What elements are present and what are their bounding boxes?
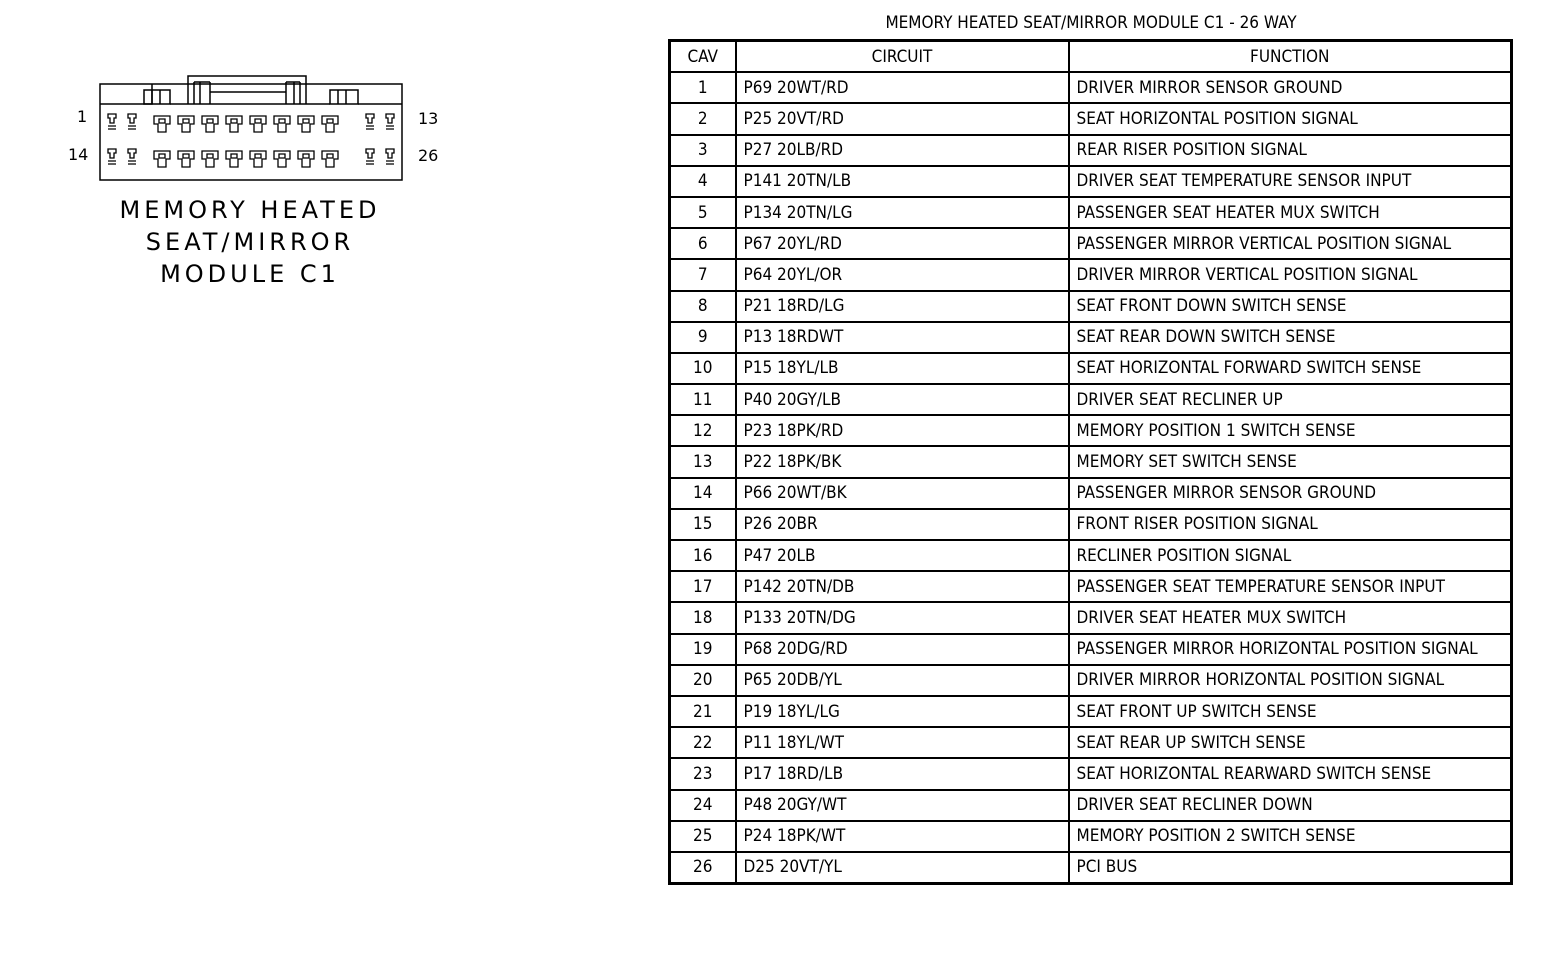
function-cell: SEAT REAR UP SWITCH SENSE bbox=[1069, 727, 1512, 758]
circuit-cell: P25 20VT/RD bbox=[736, 103, 1069, 134]
circuit-cell: P13 18RDWT bbox=[736, 322, 1069, 353]
table-row bbox=[670, 509, 1512, 540]
cav-cell: 8 bbox=[670, 291, 736, 322]
terminal-cavity-large bbox=[250, 116, 266, 132]
cav-cell: 15 bbox=[670, 509, 736, 540]
cav-cell: 5 bbox=[670, 197, 736, 228]
circuit-cell: P65 20DB/YL bbox=[736, 665, 1069, 696]
terminal-cavity-small bbox=[108, 114, 116, 129]
cav-cell: 18 bbox=[670, 602, 736, 633]
circuit-cell: P141 20TN/LB bbox=[736, 166, 1069, 197]
connector-diagram bbox=[60, 70, 460, 310]
function-cell: PASSENGER SEAT HEATER MUX SWITCH bbox=[1069, 197, 1512, 228]
cav-cell: 14 bbox=[670, 478, 736, 509]
table-row bbox=[670, 758, 1512, 789]
cav-cell: 20 bbox=[670, 665, 736, 696]
function-cell: MEMORY POSITION 2 SWITCH SENSE bbox=[1069, 821, 1512, 852]
terminal-cavity-large bbox=[274, 116, 290, 132]
function-cell: DRIVER SEAT RECLINER UP bbox=[1069, 384, 1512, 415]
circuit-cell: P66 20WT/BK bbox=[736, 478, 1069, 509]
table-row bbox=[670, 197, 1512, 228]
table-row bbox=[670, 665, 1512, 696]
circuit-cell: P24 18PK/WT bbox=[736, 821, 1069, 852]
table-row bbox=[670, 602, 1512, 633]
function-cell: MEMORY SET SWITCH SENSE bbox=[1069, 446, 1512, 477]
terminal-cavity-small bbox=[128, 114, 136, 129]
header-circuit: CIRCUIT bbox=[736, 41, 1069, 73]
pin-label-1: 1 bbox=[77, 107, 88, 126]
circuit-cell: P133 20TN/DG bbox=[736, 602, 1069, 633]
cav-cell: 21 bbox=[670, 696, 736, 727]
table-row bbox=[670, 821, 1512, 852]
terminal-cavity-large bbox=[178, 116, 194, 132]
table-row bbox=[670, 852, 1512, 884]
cav-cell: 13 bbox=[670, 446, 736, 477]
table-row bbox=[670, 571, 1512, 602]
pinout-table bbox=[668, 39, 1513, 885]
cav-cell: 22 bbox=[670, 727, 736, 758]
connector-tab-right bbox=[330, 90, 358, 104]
function-cell: DRIVER SEAT HEATER MUX SWITCH bbox=[1069, 602, 1512, 633]
cav-cell: 2 bbox=[670, 103, 736, 134]
header-function: FUNCTION bbox=[1069, 41, 1512, 73]
terminal-cavity-large bbox=[298, 151, 314, 167]
circuit-cell: P17 18RD/LB bbox=[736, 758, 1069, 789]
terminal-cavity-small bbox=[128, 149, 136, 164]
function-cell: SEAT HORIZONTAL POSITION SIGNAL bbox=[1069, 103, 1512, 134]
function-cell: DRIVER MIRROR SENSOR GROUND bbox=[1069, 72, 1512, 103]
function-cell: REAR RISER POSITION SIGNAL bbox=[1069, 135, 1512, 166]
table-row bbox=[670, 72, 1512, 103]
cav-cell: 25 bbox=[670, 821, 736, 852]
table-row bbox=[670, 291, 1512, 322]
pin-label-13: 13 bbox=[418, 109, 439, 128]
terminal-cavity-small bbox=[386, 149, 394, 164]
caption-line-2: SEAT/MIRROR bbox=[145, 228, 355, 256]
circuit-cell: P47 20LB bbox=[736, 540, 1069, 571]
cav-cell: 23 bbox=[670, 758, 736, 789]
function-cell: PASSENGER MIRROR HORIZONTAL POSITION SIGNAL bbox=[1069, 634, 1512, 665]
circuit-cell: P27 20LB/RD bbox=[736, 135, 1069, 166]
table-row bbox=[670, 540, 1512, 571]
function-cell: SEAT FRONT DOWN SWITCH SENSE bbox=[1069, 291, 1512, 322]
table-title: MEMORY HEATED SEAT/MIRROR MODULE C1 - 26 WAY bbox=[885, 13, 1297, 33]
terminal-cavity-small bbox=[366, 149, 374, 164]
terminal-cavity-large bbox=[154, 151, 170, 167]
table-row bbox=[670, 790, 1512, 821]
table-row bbox=[670, 353, 1512, 384]
function-cell: DRIVER MIRROR VERTICAL POSITION SIGNAL bbox=[1069, 259, 1512, 290]
circuit-cell: P40 20GY/LB bbox=[736, 384, 1069, 415]
cav-cell: 7 bbox=[670, 259, 736, 290]
terminal-cavity-large bbox=[298, 116, 314, 132]
terminal-cavity-large bbox=[226, 151, 242, 167]
cav-cell: 16 bbox=[670, 540, 736, 571]
cav-cell: 24 bbox=[670, 790, 736, 821]
function-cell: PASSENGER SEAT TEMPERATURE SENSOR INPUT bbox=[1069, 571, 1512, 602]
terminal-cavity-small bbox=[386, 114, 394, 129]
table-row bbox=[670, 696, 1512, 727]
circuit-cell: P67 20YL/RD bbox=[736, 228, 1069, 259]
cav-cell: 9 bbox=[670, 322, 736, 353]
cav-cell: 3 bbox=[670, 135, 736, 166]
circuit-cell: P11 18YL/WT bbox=[736, 727, 1069, 758]
circuit-cell: P142 20TN/DB bbox=[736, 571, 1069, 602]
caption-line-3: MODULE C1 bbox=[160, 260, 340, 288]
connector-body bbox=[100, 84, 402, 180]
connector-latch bbox=[188, 76, 306, 104]
cav-cell: 26 bbox=[670, 852, 736, 884]
cav-cell: 11 bbox=[670, 384, 736, 415]
circuit-cell: P69 20WT/RD bbox=[736, 72, 1069, 103]
connector-tab-left bbox=[144, 90, 170, 104]
terminal-cavity-large bbox=[226, 116, 242, 132]
table-header-row bbox=[670, 41, 1512, 73]
circuit-cell: P48 20GY/WT bbox=[736, 790, 1069, 821]
table-row bbox=[670, 446, 1512, 477]
cav-cell: 1 bbox=[670, 72, 736, 103]
function-cell: SEAT HORIZONTAL FORWARD SWITCH SENSE bbox=[1069, 353, 1512, 384]
cav-cell: 19 bbox=[670, 634, 736, 665]
table-row bbox=[670, 259, 1512, 290]
function-cell: SEAT FRONT UP SWITCH SENSE bbox=[1069, 696, 1512, 727]
cav-cell: 12 bbox=[670, 415, 736, 446]
circuit-cell: P134 20TN/LG bbox=[736, 197, 1069, 228]
table-row bbox=[670, 415, 1512, 446]
terminal-cavity-small bbox=[366, 114, 374, 129]
connector-face-drawing bbox=[60, 70, 460, 200]
function-cell: FRONT RISER POSITION SIGNAL bbox=[1069, 509, 1512, 540]
circuit-cell: P68 20DG/RD bbox=[736, 634, 1069, 665]
function-cell: PCI BUS bbox=[1069, 852, 1512, 884]
cav-cell: 10 bbox=[670, 353, 736, 384]
function-cell: DRIVER MIRROR HORIZONTAL POSITION SIGNAL bbox=[1069, 665, 1512, 696]
pin-label-14: 14 bbox=[68, 145, 89, 164]
circuit-cell: P22 18PK/BK bbox=[736, 446, 1069, 477]
function-cell: PASSENGER MIRROR SENSOR GROUND bbox=[1069, 478, 1512, 509]
terminal-cavity-large bbox=[154, 116, 170, 132]
cav-cell: 4 bbox=[670, 166, 736, 197]
function-cell: DRIVER SEAT TEMPERATURE SENSOR INPUT bbox=[1069, 166, 1512, 197]
table-row bbox=[670, 634, 1512, 665]
table-row bbox=[670, 228, 1512, 259]
terminal-cavity-large bbox=[202, 151, 218, 167]
circuit-cell: P26 20BR bbox=[736, 509, 1069, 540]
cav-cell: 6 bbox=[670, 228, 736, 259]
terminal-cavity-large bbox=[322, 151, 338, 167]
header-cav: CAV bbox=[670, 41, 736, 73]
table-row bbox=[670, 322, 1512, 353]
circuit-cell: P64 20YL/OR bbox=[736, 259, 1069, 290]
circuit-cell: D25 20VT/YL bbox=[736, 852, 1069, 884]
table-row bbox=[670, 478, 1512, 509]
function-cell: RECLINER POSITION SIGNAL bbox=[1069, 540, 1512, 571]
terminal-cavity-large bbox=[202, 116, 218, 132]
circuit-cell: P23 18PK/RD bbox=[736, 415, 1069, 446]
terminal-cavity-large bbox=[274, 151, 290, 167]
cav-cell: 17 bbox=[670, 571, 736, 602]
terminal-cavity-small bbox=[108, 149, 116, 164]
terminal-cavity-large bbox=[250, 151, 266, 167]
table-row bbox=[670, 135, 1512, 166]
function-cell: PASSENGER MIRROR VERTICAL POSITION SIGNAL bbox=[1069, 228, 1512, 259]
terminal-cavity-large bbox=[322, 116, 338, 132]
function-cell: DRIVER SEAT RECLINER DOWN bbox=[1069, 790, 1512, 821]
circuit-cell: P19 18YL/LG bbox=[736, 696, 1069, 727]
table-row bbox=[670, 166, 1512, 197]
connector-caption bbox=[100, 194, 400, 290]
function-cell: MEMORY POSITION 1 SWITCH SENSE bbox=[1069, 415, 1512, 446]
caption-line-1: MEMORY HEATED bbox=[119, 196, 381, 224]
table-row bbox=[670, 727, 1512, 758]
table-row bbox=[670, 384, 1512, 415]
function-cell: SEAT HORIZONTAL REARWARD SWITCH SENSE bbox=[1069, 758, 1512, 789]
function-cell: SEAT REAR DOWN SWITCH SENSE bbox=[1069, 322, 1512, 353]
circuit-cell: P21 18RD/LG bbox=[736, 291, 1069, 322]
terminal-cavity-large bbox=[178, 151, 194, 167]
table-row bbox=[670, 103, 1512, 134]
pin-label-26: 26 bbox=[418, 146, 439, 165]
circuit-cell: P15 18YL/LB bbox=[736, 353, 1069, 384]
